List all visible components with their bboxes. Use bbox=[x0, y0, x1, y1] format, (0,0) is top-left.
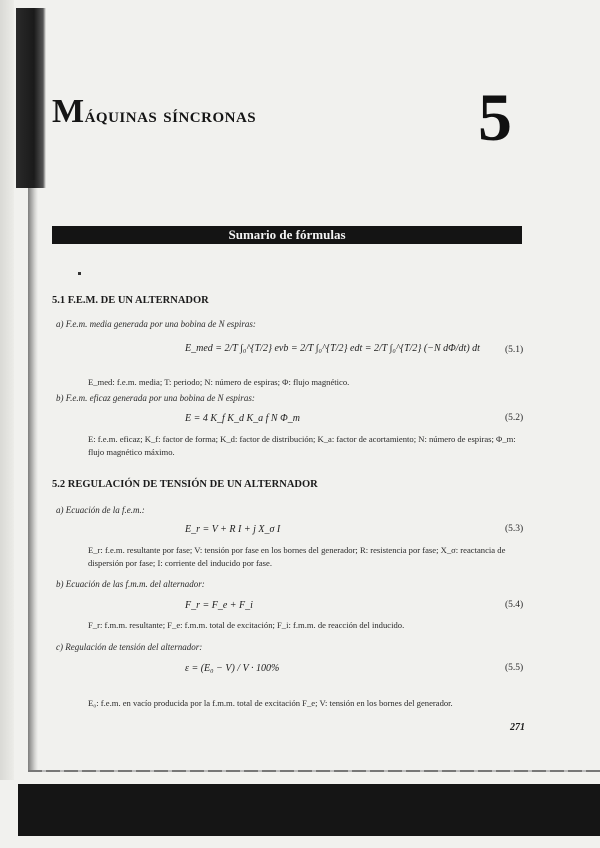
equation-number-5-2: (5.2) bbox=[505, 413, 524, 423]
equation-number-5-1: (5.1) bbox=[505, 345, 524, 355]
bullet-dot bbox=[78, 272, 81, 275]
scan-left-edge bbox=[0, 0, 14, 780]
explanation-5-3: E_r: f.e.m. resultante por fase; V: tensión por fase en los bornes del generador; R: resistencia por fase; X_σ: reactancia de dispersión por fase; I: corriente del inducido por fase. bbox=[88, 545, 506, 568]
binding-shadow bbox=[28, 180, 38, 770]
page-number: 271 bbox=[510, 722, 525, 733]
chapter-title bbox=[52, 93, 256, 131]
equation-number-5-3: (5.3) bbox=[505, 524, 524, 534]
summary-banner: Sumario de fórmulas bbox=[52, 226, 522, 244]
explanation-5-1: E_med: f.e.m. media; T: periodo; N: número de espiras; Φ: flujo magnético. bbox=[88, 377, 350, 387]
explanation-5-2: E: f.e.m. eficaz; K_f: factor de forma; K_d: factor de distribución; K_a: factor de acortamiento; N: número de espiras; Φ_m: flujo magnético máximo. bbox=[88, 434, 516, 457]
section-heading-5-1: 5.1 F.E.M. DE UN ALTERNADOR bbox=[52, 295, 209, 306]
book-spine-shadow bbox=[16, 8, 46, 188]
scan-bottom-margin bbox=[0, 836, 600, 848]
explanation-5-5: E₀: f.e.m. en vacío producida por la f.m.m. total de excitación F_e; V: tensión en los bornes del generador. bbox=[88, 698, 453, 708]
chapter-title-rest: áquinas síncronas bbox=[84, 102, 257, 127]
formula-5-3: E_r = V + R I + j X_σ I bbox=[185, 524, 281, 535]
item-label-5-1-a: a) F.e.m. media generada por una bobina de N espiras: bbox=[56, 319, 256, 329]
equation-number-5-5: (5.5) bbox=[505, 663, 524, 673]
equation-number-5-4: (5.4) bbox=[505, 600, 524, 610]
formula-5-1: E_med = 2/T ∫₀^{T/2} evb = 2/T ∫₀^{T/2} edt = 2/T ∫₀^{T/2} (−N dΦ/dt) dt bbox=[185, 343, 480, 354]
scan-bottom-rule bbox=[28, 770, 600, 772]
chapter-number: 5 bbox=[478, 79, 512, 155]
chapter-title-initial: M bbox=[52, 93, 85, 130]
item-label-5-2-c: c) Regulación de tensión del alternador: bbox=[56, 642, 203, 652]
section-heading-5-2: 5.2 REGULACIÓN DE TENSIÓN DE UN ALTERNADOR bbox=[52, 479, 318, 490]
item-label-5-2-b: b) Ecuación de las f.m.m. del alternador: bbox=[56, 579, 205, 589]
explanation-5-4: F_r: f.m.m. resultante; F_e: f.m.m. total de excitación; F_i: f.m.m. de reacción del inducido. bbox=[88, 620, 405, 630]
formula-5-2: E = 4 K_f K_d K_a f N Φ_m bbox=[185, 413, 300, 424]
item-label-5-2-a: a) Ecuación de la f.e.m.: bbox=[56, 505, 145, 515]
formula-5-5: ε = (E₀ − V) / V · 100% bbox=[185, 663, 280, 674]
item-label-5-1-b: b) F.e.m. eficaz generada por una bobina de N espiras: bbox=[56, 393, 255, 403]
formula-5-4: F_r = F_e + F_i bbox=[185, 600, 253, 611]
scan-bottom-band bbox=[18, 784, 600, 836]
